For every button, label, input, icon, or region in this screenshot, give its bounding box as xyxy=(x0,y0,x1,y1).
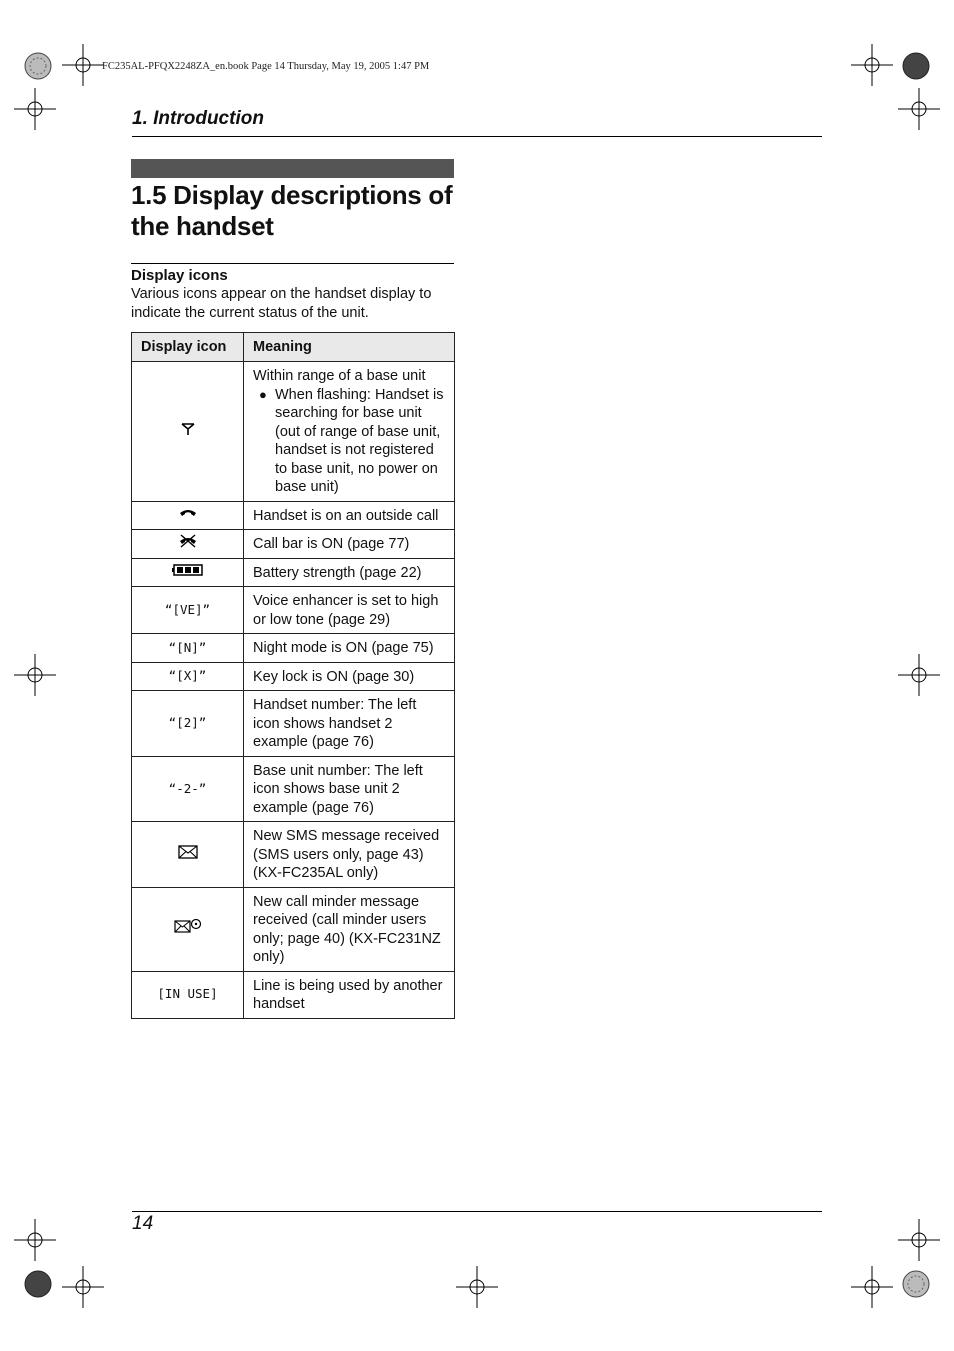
icon-cell xyxy=(132,822,244,888)
footer-rule xyxy=(132,1211,822,1212)
meaning-cell: Call bar is ON (page 77) xyxy=(244,530,455,559)
table-row xyxy=(132,501,455,530)
table-row xyxy=(132,756,455,822)
icon-cell: “[N]” xyxy=(132,634,244,663)
meaning-text: Within range of a base unit xyxy=(253,368,426,384)
table-row xyxy=(132,587,455,634)
icon-cell xyxy=(132,887,244,971)
intro-paragraph: Various icons appear on the handset display to indicate the current status of the unit. xyxy=(131,286,432,321)
crop-mark-icon xyxy=(851,44,893,86)
table-row xyxy=(132,362,455,502)
phone-handset-icon xyxy=(178,507,198,519)
table-row xyxy=(132,662,455,691)
section-header: 1. Introduction xyxy=(132,108,264,129)
page-title: 1.5 Display descriptions of the handset xyxy=(131,180,453,241)
table-row xyxy=(132,971,455,1018)
battery-icon xyxy=(172,564,204,576)
icon-cell: “[VE]” xyxy=(132,587,244,634)
color-wheel-icon xyxy=(24,1270,52,1298)
crop-mark-icon xyxy=(456,1266,498,1308)
print-info-line: FC235AL-PFQX2248ZA_en.book Page 14 Thursday, May 19, 2005 1:47 PM xyxy=(102,61,430,72)
crop-mark-icon xyxy=(62,44,104,86)
display-icons-table xyxy=(131,332,455,1019)
icon-cell: [IN USE] xyxy=(132,971,244,1018)
meaning-cell: Line is being used by another handset xyxy=(244,971,455,1018)
icon-cell xyxy=(132,362,244,502)
color-wheel-icon xyxy=(902,1270,930,1298)
table-row xyxy=(132,822,455,888)
subheading-rule xyxy=(131,263,454,264)
title-bar xyxy=(131,159,454,178)
meaning-cell: Battery strength (page 22) xyxy=(244,558,455,587)
table-header-row xyxy=(132,333,455,362)
antenna-icon xyxy=(180,421,196,437)
envelope-tape-icon xyxy=(174,918,202,934)
meaning-cell xyxy=(244,362,455,502)
meaning-cell: Voice enhancer is set to high or low tone (page 29) xyxy=(244,587,455,634)
call-bar-icon xyxy=(178,534,198,548)
bullet-text: When flashing: Handset is searching for base unit (out of range of base unit, handset is not registered to base unit, no power on base unit) xyxy=(275,386,444,495)
icon-cell xyxy=(132,501,244,530)
meaning-cell: New SMS message received (SMS users only, page 43) (KX-FC235AL only) xyxy=(244,822,455,888)
header-rule xyxy=(132,136,822,137)
meaning-cell: Handset is on an outside call xyxy=(244,501,455,530)
table-row xyxy=(132,691,455,757)
meaning-cell: Handset number: The left icon shows handset 2 example (page 76) xyxy=(244,691,455,757)
crop-mark-icon xyxy=(898,88,940,130)
table-row xyxy=(132,887,455,971)
page-number: 14 xyxy=(132,1213,154,1234)
table-row xyxy=(132,558,455,587)
crop-mark-icon xyxy=(851,1266,893,1308)
subheading: Display icons xyxy=(131,267,228,284)
table-row xyxy=(132,530,455,559)
crop-mark-icon xyxy=(898,654,940,696)
meaning-cell: New call minder message received (call minder users only; page 40) (KX-FC231NZ only) xyxy=(244,887,455,971)
meaning-cell: Key lock is ON (page 30) xyxy=(244,662,455,691)
column-header-meaning: Meaning xyxy=(244,333,455,362)
icon-cell xyxy=(132,558,244,587)
bullet-icon: ● xyxy=(259,386,267,402)
crop-mark-icon xyxy=(62,1266,104,1308)
meaning-cell: Night mode is ON (page 75) xyxy=(244,634,455,663)
color-wheel-icon xyxy=(902,52,930,80)
crop-mark-icon xyxy=(898,1219,940,1261)
icon-cell: “[2]” xyxy=(132,691,244,757)
crop-mark-icon xyxy=(14,1219,56,1261)
envelope-icon xyxy=(178,845,198,859)
crop-mark-icon xyxy=(14,88,56,130)
bullet-item xyxy=(253,386,445,497)
table-row xyxy=(132,634,455,663)
color-wheel-icon xyxy=(24,52,52,80)
icon-cell: “[X]” xyxy=(132,662,244,691)
icon-cell xyxy=(132,530,244,559)
meaning-cell: Base unit number: The left icon shows base unit 2 example (page 76) xyxy=(244,756,455,822)
icon-cell: “-2-” xyxy=(132,756,244,822)
column-header-icon: Display icon xyxy=(132,333,244,362)
crop-mark-icon xyxy=(14,654,56,696)
